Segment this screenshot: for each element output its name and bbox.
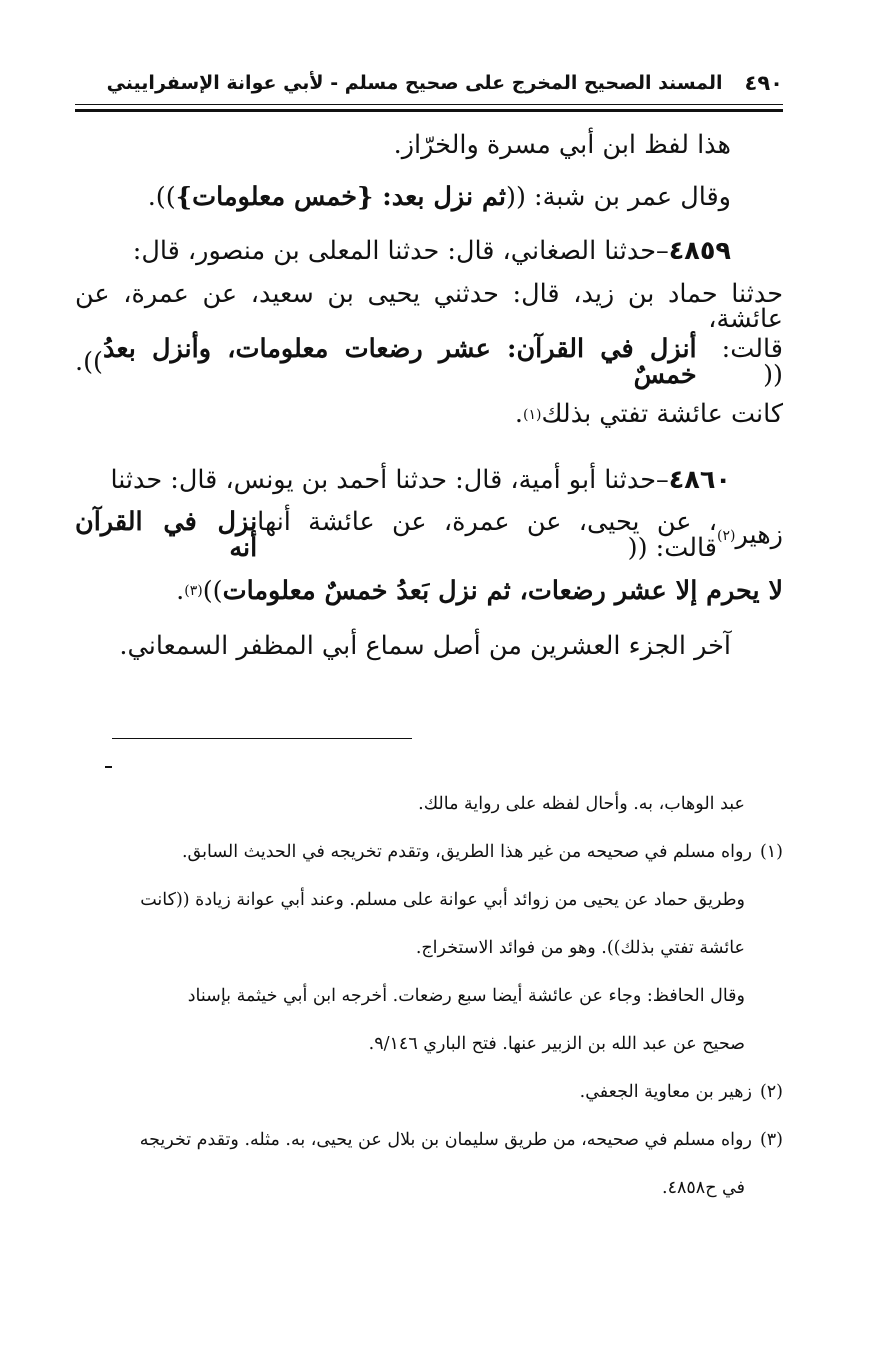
footnotes (78, 781, 783, 1213)
footnote-line (78, 1117, 783, 1165)
footnote-text: صحيح عن عبد الله بن الزبير عنها. فتح الباري ٩/١٤٦. (368, 1034, 745, 1055)
footnote-line (78, 1069, 783, 1117)
header-rule-thin (75, 104, 783, 105)
text-line (75, 172, 783, 224)
text-span: قالت: (( (721, 334, 783, 390)
text-line (75, 335, 783, 391)
hadith-number: ٤٨٥٩ (668, 236, 731, 266)
header-rule-thick (75, 109, 783, 112)
footnote-line (78, 877, 783, 925)
text-line (75, 391, 783, 439)
footnote-text: في ح٤٨٥٨. (662, 1178, 745, 1199)
footnote-text: رواه مسلم في صحيحه من غير هذا الطريق، وتقدم تخريجه في الحديث السابق. (181, 842, 752, 863)
footnote-text: رواه مسلم في صحيحه، من طريق سليمان بن بلال عن يحيى، به. مثله. وتقدم تخريجه (139, 1130, 752, 1151)
text-span: )) (202, 575, 223, 606)
text-line (75, 564, 783, 620)
footnote-line (78, 973, 783, 1021)
text-span: زهير (735, 520, 783, 550)
text-span: كانت عائشة تفتي بذلك (541, 398, 783, 429)
text-span: حدثنا حماد بن زيد، قال: حدثني يحيى بن سعيد، عن عمرة، عن عائشة، (75, 278, 783, 335)
text-span: ، عن يحيى، عن عمرة، عن عائشة أنها قالت: (( (257, 507, 717, 563)
footnote-text: عائشة تفتي بذلك)). وهو من فوائد الاستخراج. (415, 938, 745, 959)
main-text (75, 120, 783, 675)
text-span: –حدثنا أبو أمية، قال: حدثنا أحمد بن يونس، قال: حدثنا (110, 464, 669, 495)
footnote-text: وقال الحافظ: وجاء عن عائشة أيضا سبع رضعات. أخرجه ابن أبي خيثمة بإسناد (187, 986, 745, 1007)
footnote-separator (112, 738, 412, 739)
footnote-ref: (٣) (184, 583, 203, 600)
text-span: آخر الجزء العشرين من أصل سماع أبي المظفر السمعاني. (119, 631, 731, 661)
hadith-number: ٤٨٦٠ (668, 464, 731, 495)
book-title: المسند الصحيح المخرج على صحيح مسلم - لأبي عوانة الإسفراييني (106, 72, 723, 94)
footnote-line (78, 829, 783, 877)
text-span: . (514, 398, 523, 429)
quoted-text: أنزل في القرآن: عشر رضعات معلومات، وأنزل بعدُ خمسٌ (103, 334, 697, 390)
text-line (75, 280, 783, 336)
text-line (75, 619, 783, 675)
footnote-ref: (٢) (717, 527, 736, 544)
footnote-number: (٣) (759, 1130, 783, 1151)
text-span: وقال عمر بن شبة: (( (506, 182, 731, 213)
text-span: )). (75, 347, 104, 377)
quoted-text: نزل في القرآن أنه (75, 507, 258, 563)
running-header (75, 64, 783, 102)
footnote-number: (١) (759, 842, 783, 863)
text-span: . (176, 575, 185, 606)
footnote-line (78, 1021, 783, 1069)
footnote-text: زهير بن معاوية الجعفي. (579, 1082, 752, 1103)
text-line (75, 508, 783, 564)
text-span: )). (147, 182, 176, 213)
footnote-dash (105, 766, 112, 768)
footnote-number: (٢) (759, 1082, 783, 1103)
footnote-text: عبد الوهاب، به. وأحال لفظه على رواية مالك. (418, 794, 745, 815)
text-span: هذا لفظ ابن أبي مسرة والخرّاز. (393, 130, 731, 161)
hadith-heading-line (75, 453, 783, 509)
page-number: ٤٩٠ (744, 71, 783, 95)
footnote-line (78, 781, 783, 829)
footnote-line (78, 1165, 783, 1213)
footnote-text: وطريق حماد عن يحيى من زوائد أبي عوانة على مسلم. وعند أبي عوانة زيادة ((كانت (140, 890, 745, 911)
text-line (75, 120, 783, 172)
hadith-heading-line (75, 224, 783, 280)
footnote-ref: (١) (522, 406, 542, 423)
text-span: –حدثنا الصغاني، قال: حدثنا المعلى بن منصور، قال: (132, 236, 669, 266)
quoted-text: لا يحرم إلا عشر رضعات، ثم نزل بَعدُ خمسٌ معلومات (222, 575, 783, 606)
quoted-text: ثم نزل بعد: {خمس معلومات} (175, 182, 507, 213)
footnote-line (78, 925, 783, 973)
